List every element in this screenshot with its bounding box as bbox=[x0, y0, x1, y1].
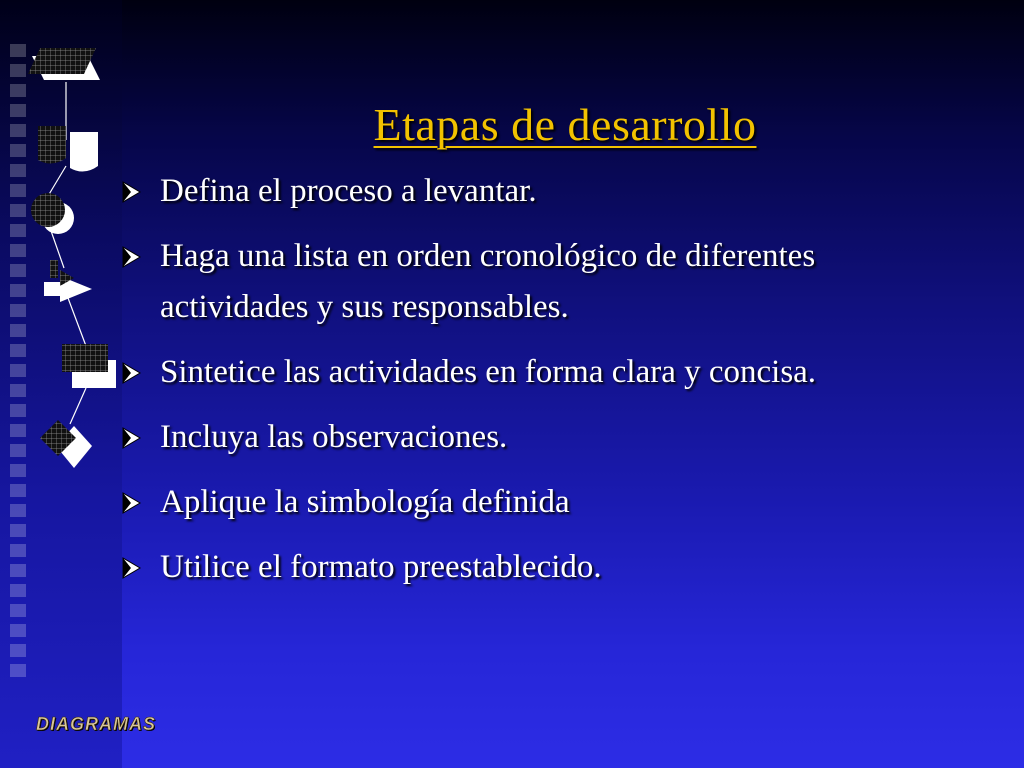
bullet-item bbox=[120, 231, 890, 333]
decision-diamond-symbol bbox=[40, 420, 92, 468]
arrow-bullet-icon bbox=[120, 180, 144, 204]
arrow-bullet-icon bbox=[120, 426, 144, 450]
arrow-bullet-icon bbox=[120, 361, 144, 385]
bullet-text: Sintetice las actividades en forma clara y concisa. bbox=[160, 354, 817, 390]
bullet-text: Aplique la simbología definida bbox=[160, 484, 570, 520]
arrow-bullet-icon bbox=[120, 245, 144, 269]
bullet-text: Haga una lista en orden cronológico de diferentes actividades y sus responsables. bbox=[160, 238, 816, 325]
arrow-symbol bbox=[44, 260, 92, 302]
arrow-bullet-icon bbox=[120, 491, 144, 515]
bullet-item bbox=[120, 477, 890, 528]
bullet-item bbox=[120, 347, 890, 398]
bullet-item bbox=[120, 166, 890, 217]
bullet-text: Defina el proceso a levantar. bbox=[160, 173, 537, 209]
flowchart-symbols-decoration bbox=[0, 0, 130, 520]
connector-circle-symbol bbox=[31, 193, 74, 234]
bullet-list bbox=[120, 166, 890, 607]
bullet-text: Incluya las observaciones. bbox=[160, 419, 508, 455]
bullet-item bbox=[120, 542, 890, 593]
bullet-item bbox=[120, 412, 890, 463]
bullet-text: Utilice el formato preestablecido. bbox=[160, 549, 602, 585]
slide-title: Etapas de desarrollo bbox=[373, 99, 757, 150]
process-rectangle-symbol bbox=[62, 344, 116, 388]
arrow-bullet-icon bbox=[120, 556, 144, 580]
footer-label: DIAGRAMAS bbox=[36, 714, 156, 734]
parallelogram-symbol bbox=[28, 48, 100, 80]
